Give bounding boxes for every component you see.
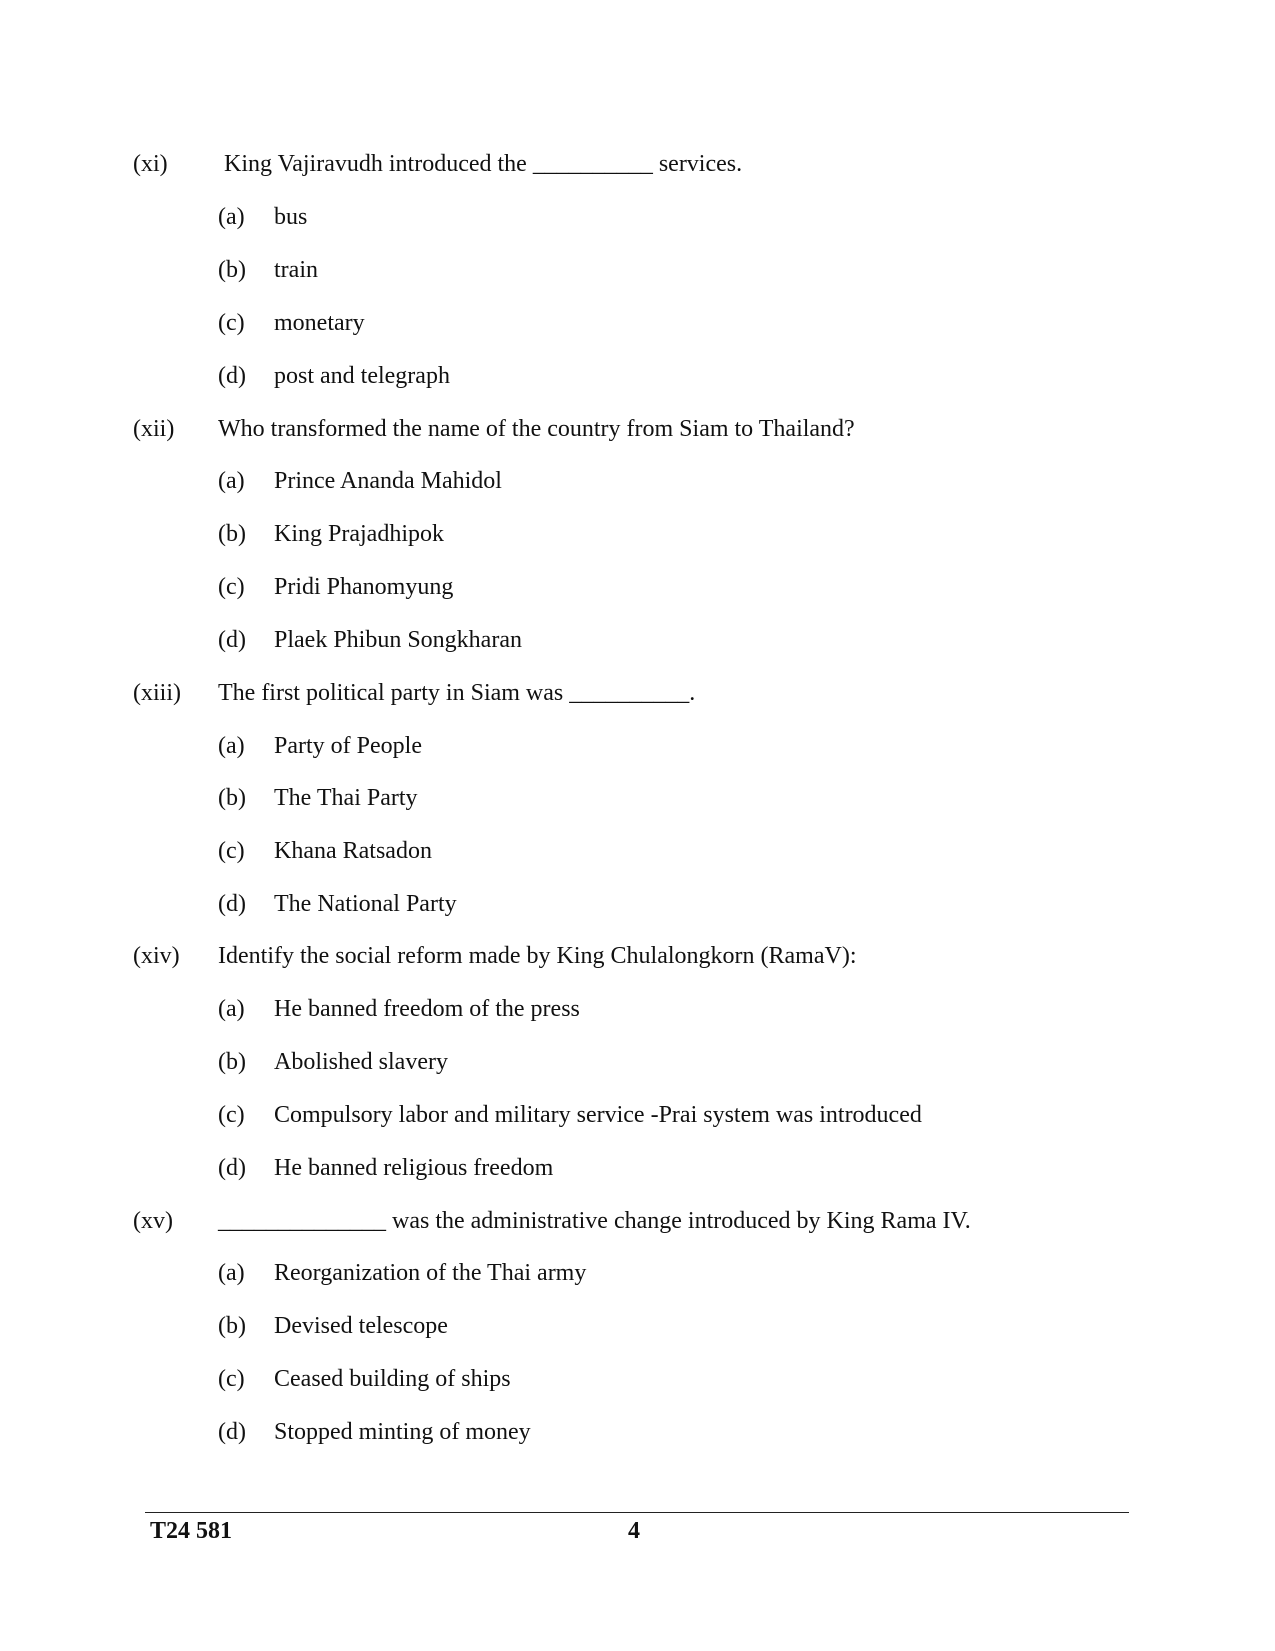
option-text: Devised telescope (274, 1313, 448, 1339)
footer-divider (145, 1512, 1129, 1513)
option-text: Prince Ananda Mahidol (274, 468, 502, 494)
option-text: The National Party (274, 891, 457, 917)
question-text: ______________ was the administrative change introduced by King Rama IV. (218, 1208, 971, 1234)
option-label: (c) (218, 838, 245, 864)
option-label: (d) (218, 1419, 246, 1445)
option-text: Plaek Phibun Songkharan (274, 627, 522, 653)
question-number: (xii) (133, 416, 175, 442)
option-text: post and telegraph (274, 363, 450, 389)
option-text: The Thai Party (274, 785, 418, 811)
page-number: 4 (628, 1518, 640, 1544)
option-label: (b) (218, 1313, 246, 1339)
option-label: (c) (218, 1102, 245, 1128)
question-number: (xiii) (133, 680, 181, 706)
option-label: (d) (218, 627, 246, 653)
question-text: Who transformed the name of the country from Siam to Thailand? (218, 416, 855, 442)
option-text: Khana Ratsadon (274, 838, 432, 864)
option-label: (c) (218, 574, 245, 600)
option-label: (d) (218, 363, 246, 389)
option-text: Abolished slavery (274, 1049, 448, 1075)
option-label: (b) (218, 521, 246, 547)
option-text: Party of People (274, 733, 422, 759)
question-number: (xv) (133, 1208, 173, 1234)
option-text: Reorganization of the Thai army (274, 1260, 587, 1286)
option-label: (d) (218, 1155, 246, 1181)
option-text: bus (274, 204, 308, 230)
option-label: (a) (218, 996, 245, 1022)
question-text: The first political party in Siam was __________. (218, 680, 696, 706)
option-label: (a) (218, 1260, 245, 1286)
paper-code: T24 581 (150, 1518, 233, 1544)
option-label: (b) (218, 1049, 246, 1075)
option-text: He banned religious freedom (274, 1155, 554, 1181)
question-text: Identify the social reform made by King Chulalongkorn (RamaV): (218, 943, 857, 969)
option-text: Pridi Phanomyung (274, 574, 454, 600)
option-label: (a) (218, 468, 245, 494)
option-text: train (274, 257, 318, 283)
option-text: Stopped minting of money (274, 1419, 531, 1445)
option-label: (b) (218, 257, 246, 283)
option-text: Compulsory labor and military service -Prai system was introduced (274, 1102, 922, 1128)
option-text: He banned freedom of the press (274, 996, 580, 1022)
question-number: (xiv) (133, 943, 180, 969)
option-text: Ceased building of ships (274, 1366, 511, 1392)
option-label: (d) (218, 891, 246, 917)
option-label: (a) (218, 204, 245, 230)
option-label: (b) (218, 785, 246, 811)
option-text: monetary (274, 310, 365, 336)
option-label: (c) (218, 310, 245, 336)
question-text: King Vajiravudh introduced the __________ services. (224, 151, 743, 177)
option-label: (c) (218, 1366, 245, 1392)
question-number: (xi) (133, 151, 168, 177)
option-label: (a) (218, 733, 245, 759)
option-text: King Prajadhipok (274, 521, 444, 547)
